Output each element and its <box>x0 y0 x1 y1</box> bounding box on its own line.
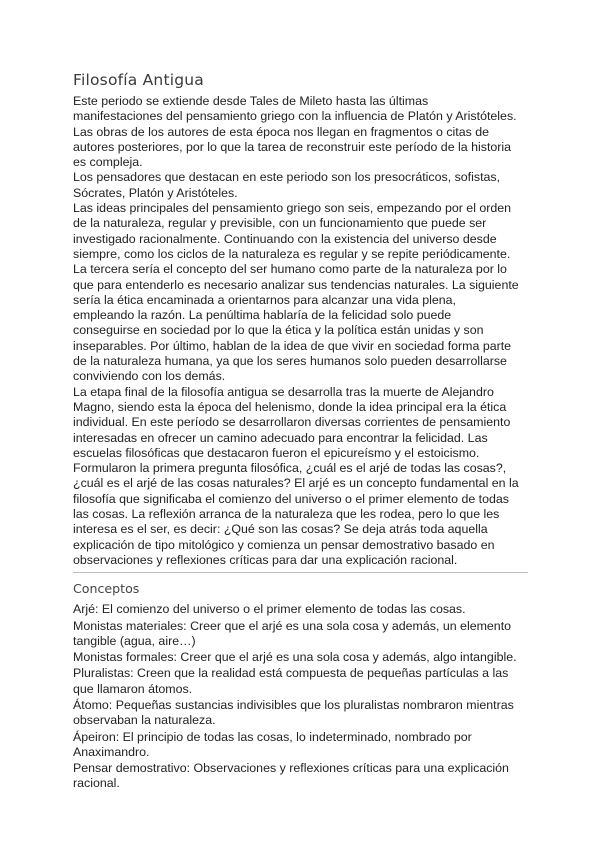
concept-item: Monistas materiales: Creer que el arjé es una sola cosa y además, un elemento tangible (agua, aire…) <box>73 618 512 648</box>
page-title: Filosofía Antigua <box>73 71 205 89</box>
concept-item: Monistas formales: Creer que el arjé es una sola cosa y además, algo intangible. <box>73 650 517 665</box>
section-divider <box>73 572 528 573</box>
paragraph: La etapa final de la filosofía antigua se desarrolla tras la muerte de Alejandro Magno, siendo esta la época del helenismo, donde la idea principal era la ética individual. En este período se desarrollaron diversas corrientes de pensamiento interesadas en ofrecer un camino adecuado para encontrar la felicidad. Las escuelas filosóficas que destacaron fueron el epicureísmo y el estoicismo. <box>73 384 511 460</box>
concept-item: Ápeiron: El principio de todas las cosas, lo indeterminado, nombrado por Anaximandro. <box>73 729 472 759</box>
paragraph: Los pensadores que destacan en este periodo son los presocráticos, sofistas, Sócrates, Platón y Aristóteles. <box>73 170 501 200</box>
document-body <box>73 94 520 568</box>
concept-item: Pluralistas: Creen que la realidad está compuesta de pequeñas partículas a las que llamaron átomos. <box>73 666 509 696</box>
concept-item: Pensar demostrativo: Observaciones y reflexiones críticas para una explicación racional. <box>73 761 509 791</box>
paragraph: Las ideas principales del pensamiento griego son seis, empezando por el orden de la naturaleza, regular y previsible, con un funcionamiento que puede ser investigado racionalmente. Continuando con la existencia del universo desde siempre, como los ciclos de la naturaleza es regular y se repite periódicamente. La tercera sería el concepto del ser humano como parte de la naturaleza por lo que para entenderlo es necesario analizar sus tendencias naturales. La siguiente sería la ética encaminada a orientarnos para alcanzar una vida plena, empleando la razón. La penúltima hablaría de la felicidad solo puede conseguirse en sociedad por lo que la ética y la política están unidas y son inseparables. Por último, hablan de la idea de que vivir en sociedad forma parte de la naturaleza humana, ya que los seres humanos solo pueden desarrollarse conviviendo con los demás. <box>73 201 519 384</box>
paragraph: Este periodo se extiende desde Tales de Mileto hasta las últimas manifestaciones del pensamiento griego con la influencia de Platón y Aristóteles. Las obras de los autores de esta época nos llegan en fragmentos o citas de autores posteriores, por lo que la tarea de reconstruir este período de la historia es compleja. <box>73 94 517 170</box>
paragraph: Formularon la primera pregunta filosófica, ¿cuál es el arjé de todas las cosas?, ¿cuál es el arjé de las cosas naturales? El arjé es un concepto fundamental en la filosofía que significaba el comienzo del universo o el primer elemento de todas las cosas. La reflexión arranca de la naturaleza que les rodea, pero lo que les interesa es el ser, es decir: ¿Qué son las cosas? Se deja atrás toda aquella explicación de tipo mitológico y comienza un pensar demostrativo basado en observaciones y reflexiones críticas para dar una explicación racional. <box>73 461 519 567</box>
concept-item: Átomo: Pequeñas sustancias indivisibles que los pluralistas nombraron mientras observaban la naturaleza. <box>73 697 514 728</box>
concept-item: Arjé: El comienzo del universo o el primer elemento de todas las cosas. <box>73 602 466 617</box>
concepts-heading: Conceptos <box>73 581 140 597</box>
concepts-list <box>73 602 520 792</box>
